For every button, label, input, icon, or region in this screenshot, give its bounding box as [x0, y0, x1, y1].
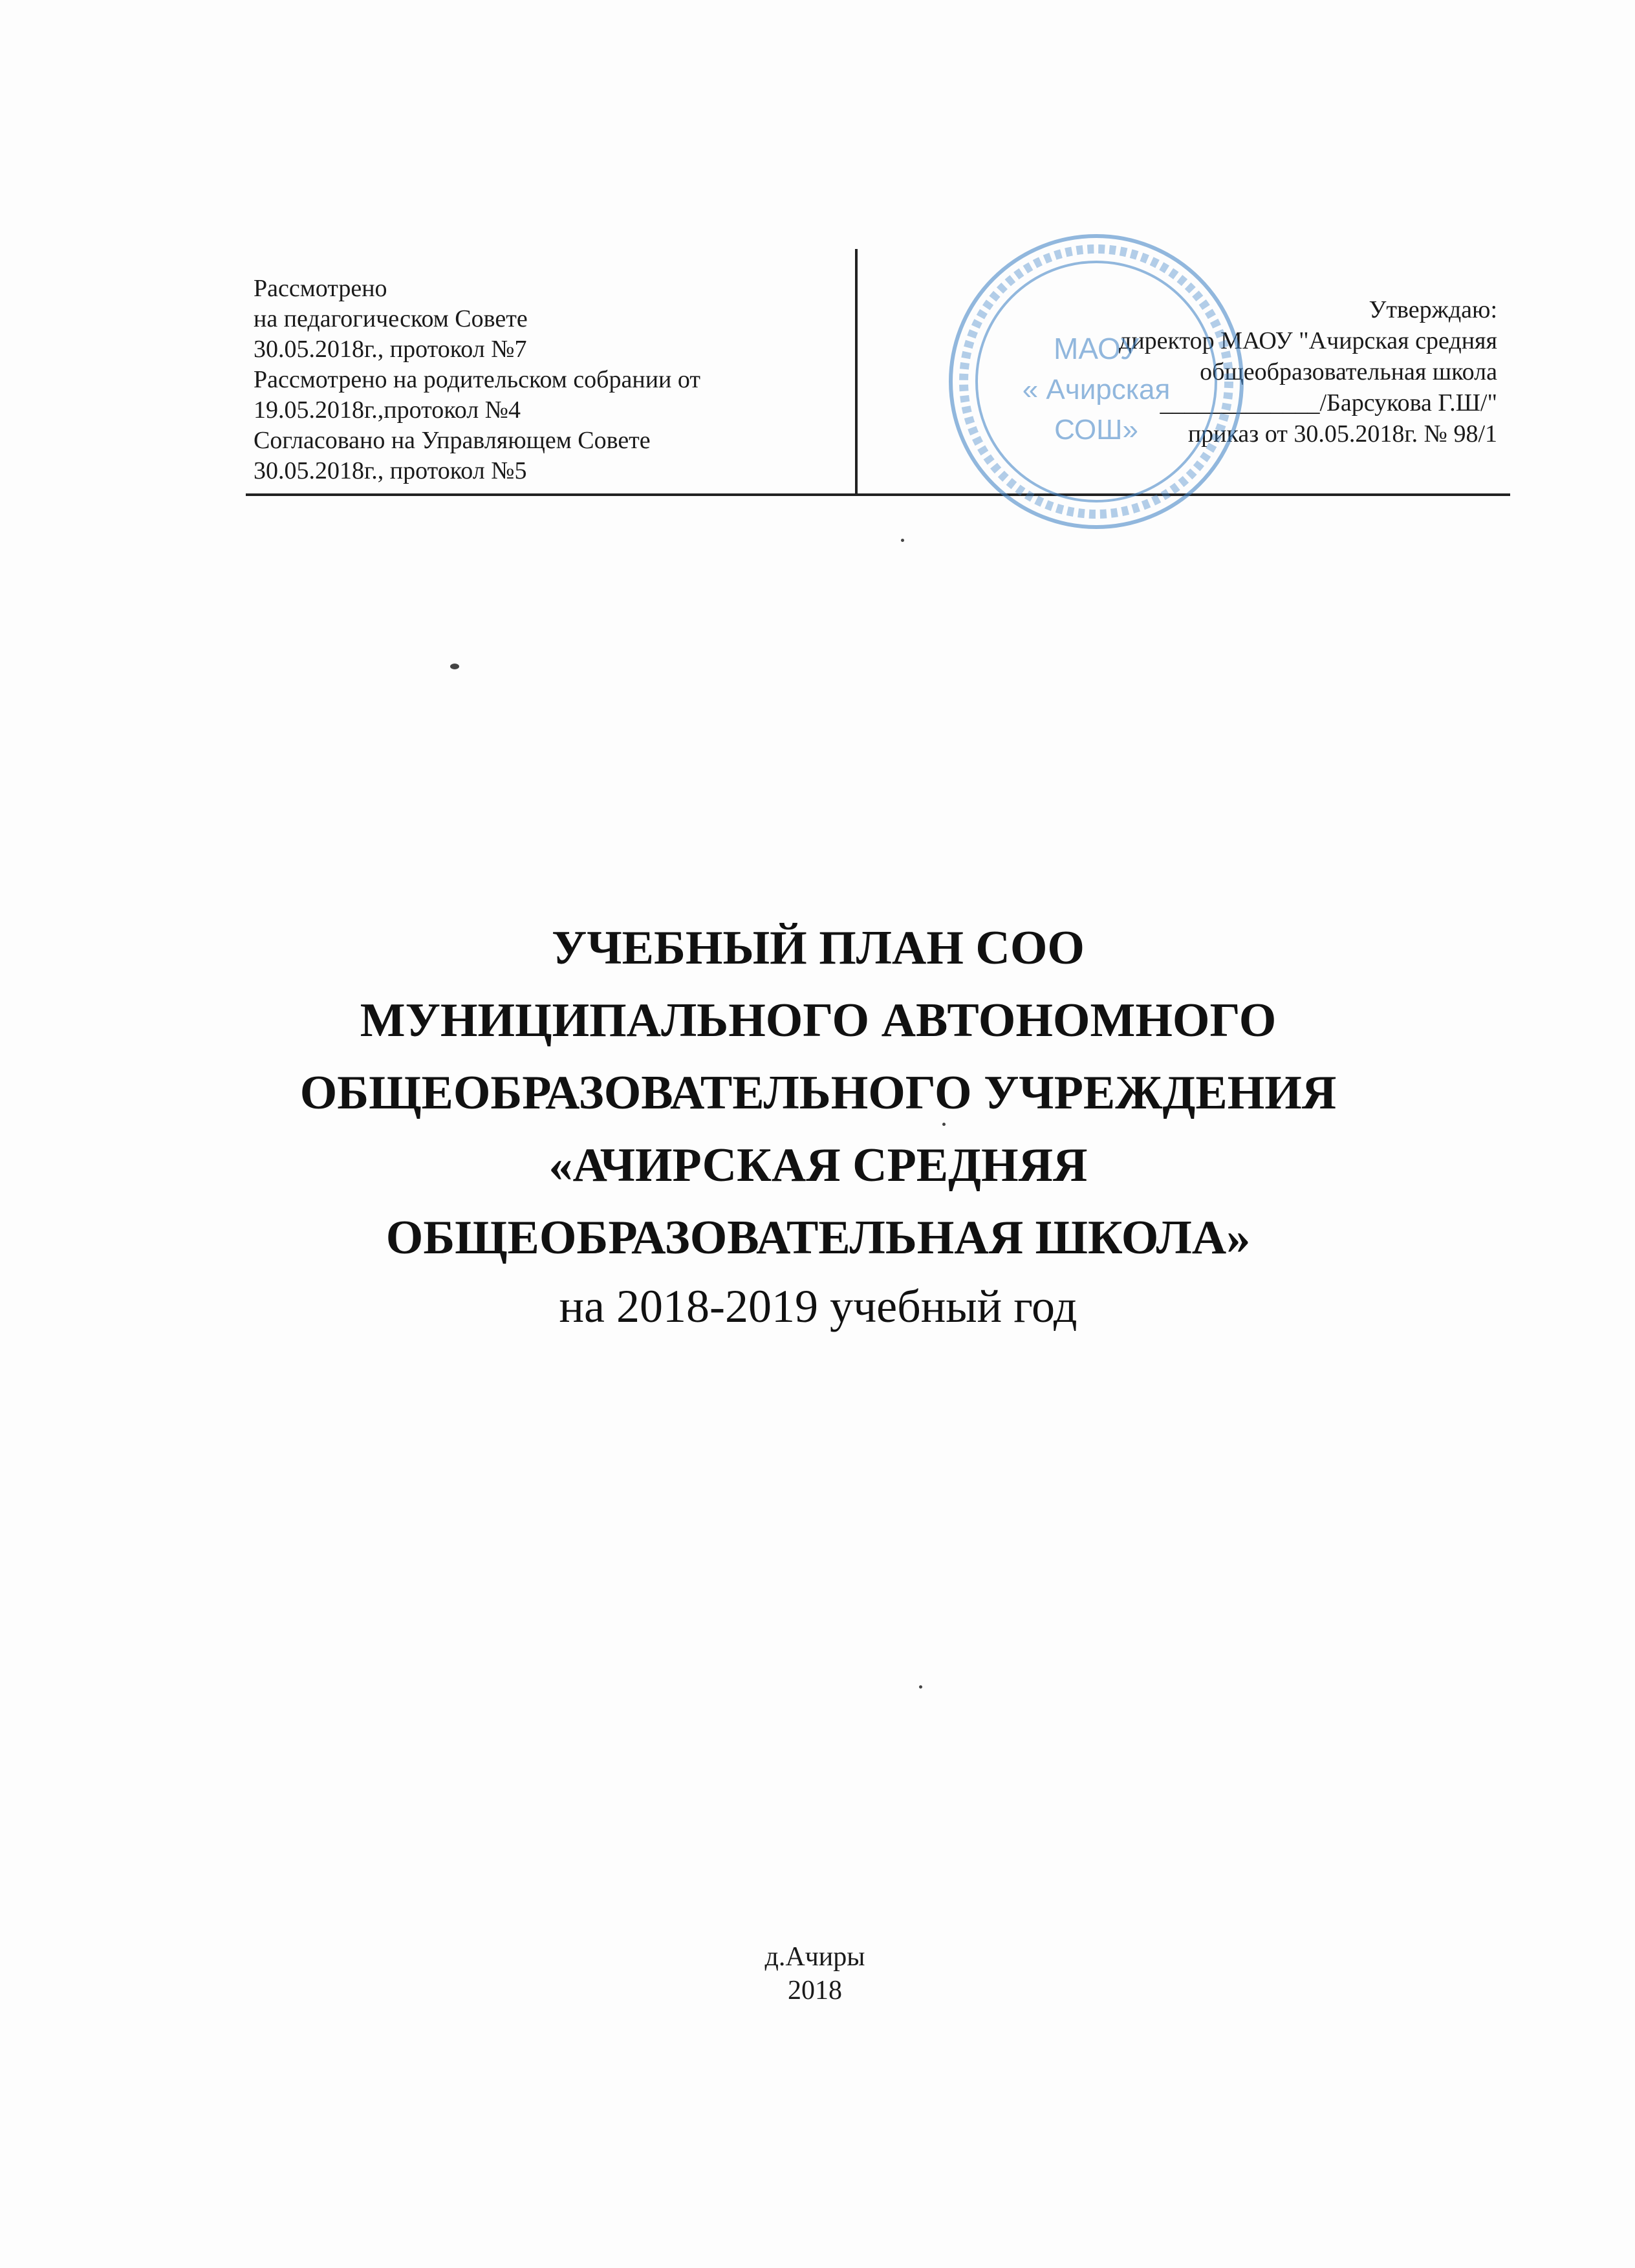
title-line-5: ОБЩЕОБРАЗОВАТЕЛЬНАЯ ШКОЛА»	[385, 1211, 1251, 1264]
school-stamp-icon	[944, 230, 1248, 534]
footer-place: д.Ачиры	[764, 1942, 865, 1972]
review-parent-protocol: 19.05.2018г.,протокол №4	[254, 396, 521, 424]
scan-speck	[901, 539, 904, 542]
approval-left-cell	[254, 274, 849, 486]
approve-heading: Утверждаю:	[1369, 296, 1497, 323]
approval-table	[246, 249, 1510, 496]
title-line-2: МУНИЦИПАЛЬНОГО АВТОНОМНОГО	[360, 994, 1277, 1047]
review-heading: Рассмотрено	[254, 275, 387, 302]
document-title	[194, 912, 1442, 1339]
stamp-line-2: « Ачирская	[1022, 374, 1171, 405]
order-reference: приказ от 30.05.2018г. № 98/1	[1187, 420, 1497, 448]
agreed-governing-council: Согласовано на Управляющем Совете	[254, 427, 651, 454]
agreed-governing-protocol: 30.05.2018г., протокол №5	[254, 457, 527, 484]
scan-speck	[942, 1123, 946, 1126]
review-parent-meeting: Рассмотрено на родительском собрании от	[254, 366, 700, 393]
footer-year: 2018	[788, 1976, 842, 2005]
document-footer	[647, 1940, 983, 2007]
director-signature-line: _____________/Барсукова Г.Ш/"	[1160, 389, 1497, 416]
review-pedagogical-protocol: 30.05.2018г., протокол №7	[254, 336, 527, 363]
director-school: общеобразовательная школа	[1200, 358, 1497, 385]
scan-speck	[919, 1685, 922, 1689]
academic-year: на 2018-2019 учебный год	[559, 1280, 1077, 1332]
title-line-1: УЧЕБНЫЙ ПЛАН СОО	[552, 922, 1085, 975]
scan-speck	[450, 664, 459, 669]
director-title: директор МАОУ "Ачирская средняя	[1118, 327, 1497, 354]
stamp-line-3: СОШ»	[1054, 414, 1138, 446]
review-pedagogical-council: на педагогическом Совете	[254, 305, 528, 332]
stamp-line-1: МАОУ	[1054, 332, 1139, 365]
title-line-4: «АЧИРСКАЯ СРЕДНЯЯ	[548, 1139, 1088, 1192]
title-line-3: ОБЩЕОБРАЗОВАТЕЛЬНОГО УЧРЕЖДЕНИЯ	[299, 1066, 1337, 1119]
